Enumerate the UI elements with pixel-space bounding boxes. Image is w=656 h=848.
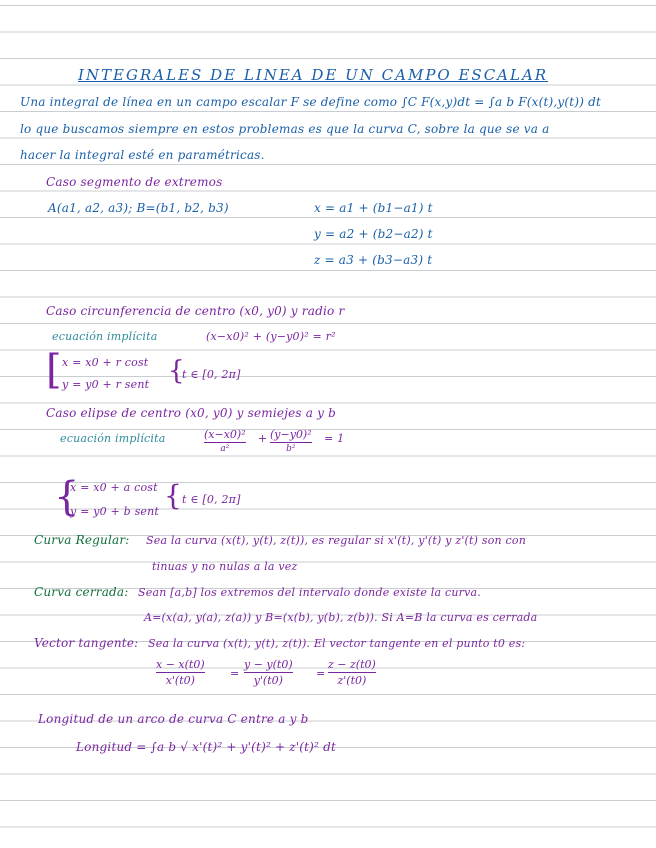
fraction-bar [270,442,312,443]
intro-line-3: hacer la integral esté en paramétricas. [20,148,265,162]
regular-line-1: Sea la curva (x(t), y(t), z(t)), es regular si x'(t), y'(t) y z'(t) son con [146,534,526,547]
circle-domain: t ∈ [0, 2π] [182,368,241,381]
closed-line-2: A=(x(a), y(a), z(a)) y B=(x(b), y(b), z(b)). Si A=B la curva es cerrada [144,611,538,624]
circle-system-brace: [ [46,347,62,393]
ellipse-frac-x-num: (x−x0)² [204,428,246,441]
arclength-heading: Longitud de un arco de curva C entre a y b [38,712,309,726]
segment-points: A(a1, a2, a3); B=(b1, b2, b3) [48,201,229,215]
equals-sign: = [230,667,240,680]
circle-eq-y: y = y0 + r sent [62,378,150,391]
regular-label: Curva Regular: [34,533,130,547]
tangent-line-1: Sea la curva (x(t), y(t), z(t)). El vector tangente en el punto t0 es: [148,637,526,650]
arclength-formula: Longitud = ∫a b √ x'(t)² + y'(t)² + z'(t)² dt [76,740,336,754]
tangent-frac-x-den: x'(t0) [165,674,195,687]
segment-eq-y: y = a2 + (b2−a2) t [314,227,433,241]
ellipse-system-brace: { [54,474,80,520]
ellipse-implicit-label: ecuación implícita [60,432,166,445]
ellipse-frac-y-den: b² [286,444,296,454]
closed-label: Curva cerrada: [34,585,129,599]
circle-implicit-equation: (x−x0)² + (y−y0)² = r² [206,330,336,343]
tangent-frac-x-num: x − x(t0) [156,658,205,671]
tangent-frac-y-den: y'(t0) [253,674,283,687]
circle-eq-x: x = x0 + r cost [62,356,149,369]
ellipse-heading: Caso elipse de centro (x0, y0) y semiejes a y b [46,406,337,420]
ellipse-eq-y: y = y0 + b sent [70,505,160,518]
ellipse-frac-y-num: (y−y0)² [270,428,312,441]
fraction-bar [244,672,293,673]
segment-eq-x: x = a1 + (b1−a1) t [314,201,433,215]
segment-eq-z: z = a3 + (b3−a3) t [314,253,433,267]
tangent-label: Vector tangente: [34,636,139,650]
equals-sign: = [316,667,326,680]
ellipse-frac-x [204,428,246,454]
fraction-bar [156,672,205,673]
ellipse-eq-x: x = x0 + a cost [70,481,158,494]
page-title: INTEGRALES DE LINEA DE UN CAMPO ESCALAR [78,66,549,84]
intro-line-2: lo que buscamos siempre en estos problemas es que la curva C, sobre la que se va a [20,122,550,136]
closed-line-1: Sean [a,b] los extremos del intervalo donde existe la curva. [138,586,481,599]
tangent-frac-z [328,658,376,687]
intro-line-1: Una integral de línea en un campo escalar F se define como ∫C F(x,y)dt = ∫a b F(x(t),y(t)) dt [20,95,601,109]
ellipse-implicit-rhs: = 1 [324,432,345,445]
fraction-bar [204,442,246,443]
segment-heading: Caso segmento de extremos [46,175,223,189]
ellipse-domain: t ∈ [0, 2π] [182,493,241,506]
plus-sign: + [258,432,268,445]
ellipse-frac-x-den: a² [220,444,230,454]
ellipse-frac-y [270,428,312,454]
ellipse-domain-brace: { [164,479,182,512]
circle-heading: Caso circunferencia de centro (x0, y0) y radio r [46,304,345,318]
tangent-frac-z-num: z − z(t0) [328,658,376,671]
circle-domain-brace: { [168,356,185,386]
tangent-frac-y-num: y − y(t0) [244,658,293,671]
circle-implicit-label: ecuación implícita [52,330,158,343]
regular-line-2: tinuas y no nulas a la vez [152,560,298,573]
tangent-frac-x [156,658,205,687]
fraction-bar [328,672,376,673]
tangent-frac-z-den: z'(t0) [337,674,367,687]
tangent-frac-y [244,658,293,687]
